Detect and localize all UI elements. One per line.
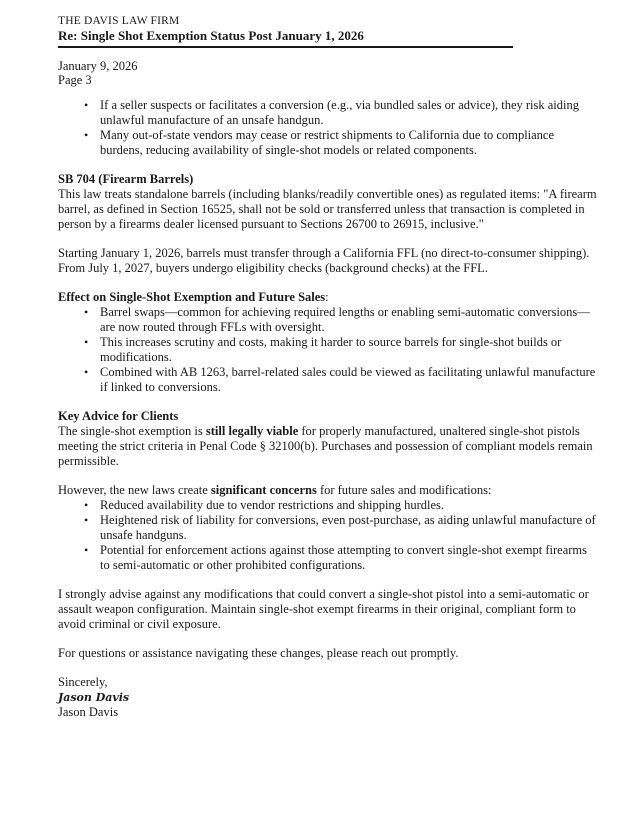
advice-paragraph-2: However, the new laws create significant concerns for future sales and modifications:: [58, 483, 492, 497]
page-number: Page 3: [58, 73, 92, 87]
subject-line: Re: Single Shot Exemption Status Post January 1, 2026: [58, 28, 364, 43]
letter-date: January 9, 2026: [58, 59, 138, 73]
header-divider: [58, 46, 513, 48]
bullet-icon: •: [84, 513, 89, 527]
list-item: • Heightened risk of liability for conversions, even post-purchase, as aiding unlawful manufacture of unsafe handguns.: [84, 513, 596, 542]
signer-name: Jason Davis: [58, 705, 119, 719]
advice-paragraph-4: For questions or assistance navigating these changes, please reach out promptly.: [58, 646, 459, 660]
advice-paragraph-3: I strongly advise against any modifications that could convert a single-shot pistol into a semi-automatic or assault weapon configuration. Maintain single-shot exempt firearms in their original, compliant form to avoid criminal or civil exposure.: [58, 587, 589, 631]
advice-bullet-list: [58, 498, 598, 573]
list-item: • Combined with AB 1263, barrel-related sales could be viewed as facilitating unlawful manufacture if linked to conversions.: [84, 365, 596, 394]
bullet-icon: •: [84, 498, 89, 512]
bullet-icon: •: [84, 128, 89, 142]
section-heading-advice: Key Advice for Clients: [58, 409, 179, 423]
bullet-icon: •: [84, 335, 89, 349]
firm-name: THE DAVIS LAW FIRM: [58, 15, 180, 27]
letter-body: [58, 98, 598, 720]
sb704-paragraph-1: This law treats standalone barrels (including blanks/readily convertible ones) as regulated items: "A firearm barrel, as defined in Section 16525, shall not be sold or transferred unless that transaction is completed in person by a firearms dealer licensed pursuant to Sections 26700 to 26915, inclusive.": [58, 187, 597, 231]
sb704-paragraph-2: Starting January 1, 2026, barrels must transfer through a California FFL (no direct-to-consumer shipping). From July 1, 2027, buyers undergo eligibility checks (background checks) at the FFL.: [58, 246, 590, 275]
list-item: • Reduced availability due to vendor restrictions and shipping hurdles.: [84, 498, 445, 512]
bullet-icon: •: [84, 365, 89, 379]
section-heading-effect: Effect on Single-Shot Exemption and Future Sales:: [58, 290, 329, 304]
effect-bullet-list: [58, 305, 598, 395]
bullet-icon: •: [84, 305, 89, 319]
closing-salutation: Sincerely,: [58, 675, 108, 689]
handwritten-signature: Jason Davis: [58, 691, 130, 704]
top-bullet-list: [58, 98, 598, 158]
list-item: • Many out-of-state vendors may cease or restrict shipments to California due to compliance burdens, reducing availability of single-shot models or related components.: [84, 128, 555, 157]
bullet-icon: •: [84, 98, 89, 112]
list-item: • This increases scrutiny and costs, making it harder to source barrels for single-shot builds or modifications.: [84, 335, 562, 364]
advice-paragraph-1: The single-shot exemption is still legally viable for properly manufactured, unaltered single-shot pistols meeting the strict criteria in Penal Code § 32100(b). Purchases and possession of compliant models remain permissible.: [58, 424, 593, 468]
list-item: • Potential for enforcement actions against those attempting to convert single-shot exempt firearms to semi-automatic or other prohibited configurations.: [84, 543, 588, 572]
list-item: • If a seller suspects or facilitates a conversion (e.g., via bundled sales or advice), they risk aiding unlawful manufacture of an unsafe handgun.: [84, 98, 580, 127]
section-heading-sb704: SB 704 (Firearm Barrels): [58, 172, 194, 186]
bullet-icon: •: [84, 543, 89, 557]
list-item: • Barrel swaps—common for achieving required lengths or enabling semi-automatic conversions—are now routed through FFLs with oversight.: [84, 305, 590, 334]
